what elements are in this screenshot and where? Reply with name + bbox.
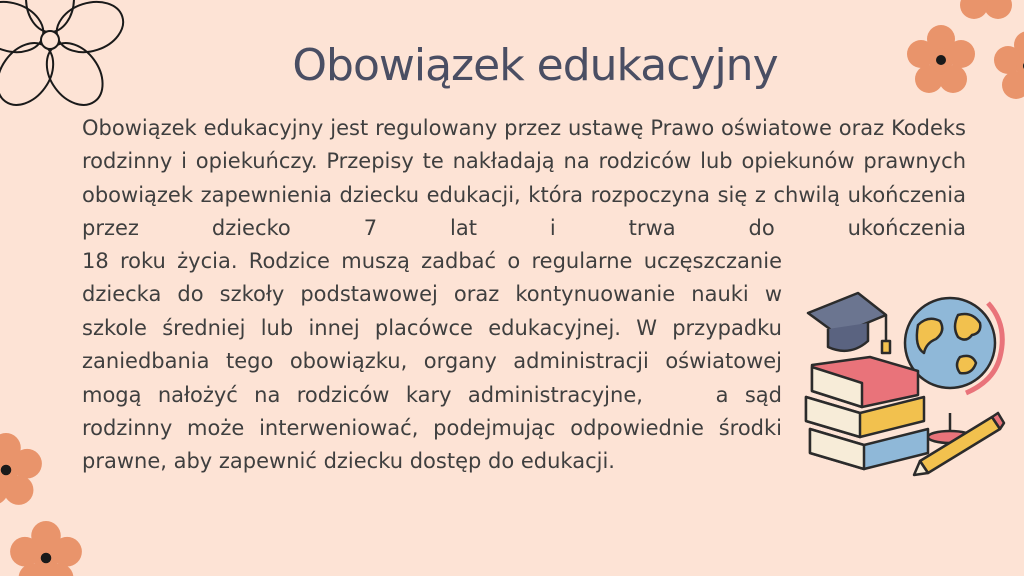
page-title: Obowiązek edukacyjny	[292, 40, 778, 91]
flower-icon	[8, 520, 84, 576]
books-globe-cap-pencil-icon	[800, 285, 1006, 480]
paragraph-bottom-part-b: a sąd rodzinny może interweniować, podejmując odpowiednie środki prawne, aby zapewnić dziecku dostęp do edukacji.	[82, 382, 782, 474]
flower-icon	[950, 0, 1022, 30]
paragraph-bottom-part-a: 18 roku życia. Rodzice muszą zadbać o regularne uczęszczanie dziecka do szkoły podstawowej oraz kontynuowanie nauki w szkole średniej lub innej placówce edukacyjnej. W przypadku zaniedbania tego obowiązku, organy administracji oświatowej mogą nałożyć na rodziców kary administracyjne,	[82, 249, 782, 407]
paragraph-top: Obowiązek edukacyjny jest regulowany przez ustawę Prawo oświatowe oraz Kodeks rodzinny i opiekuńczy. Przepisy te nakładają na rodziców lub opiekunów prawnych obowiązek zapewnienia dziecku edukacji, która rozpoczyna się z chwilą ukończenia przez dziecko 7 lat i trwa do ukończenia	[82, 116, 966, 241]
flower-icon	[0, 432, 44, 508]
paragraph-bottom	[82, 245, 782, 479]
